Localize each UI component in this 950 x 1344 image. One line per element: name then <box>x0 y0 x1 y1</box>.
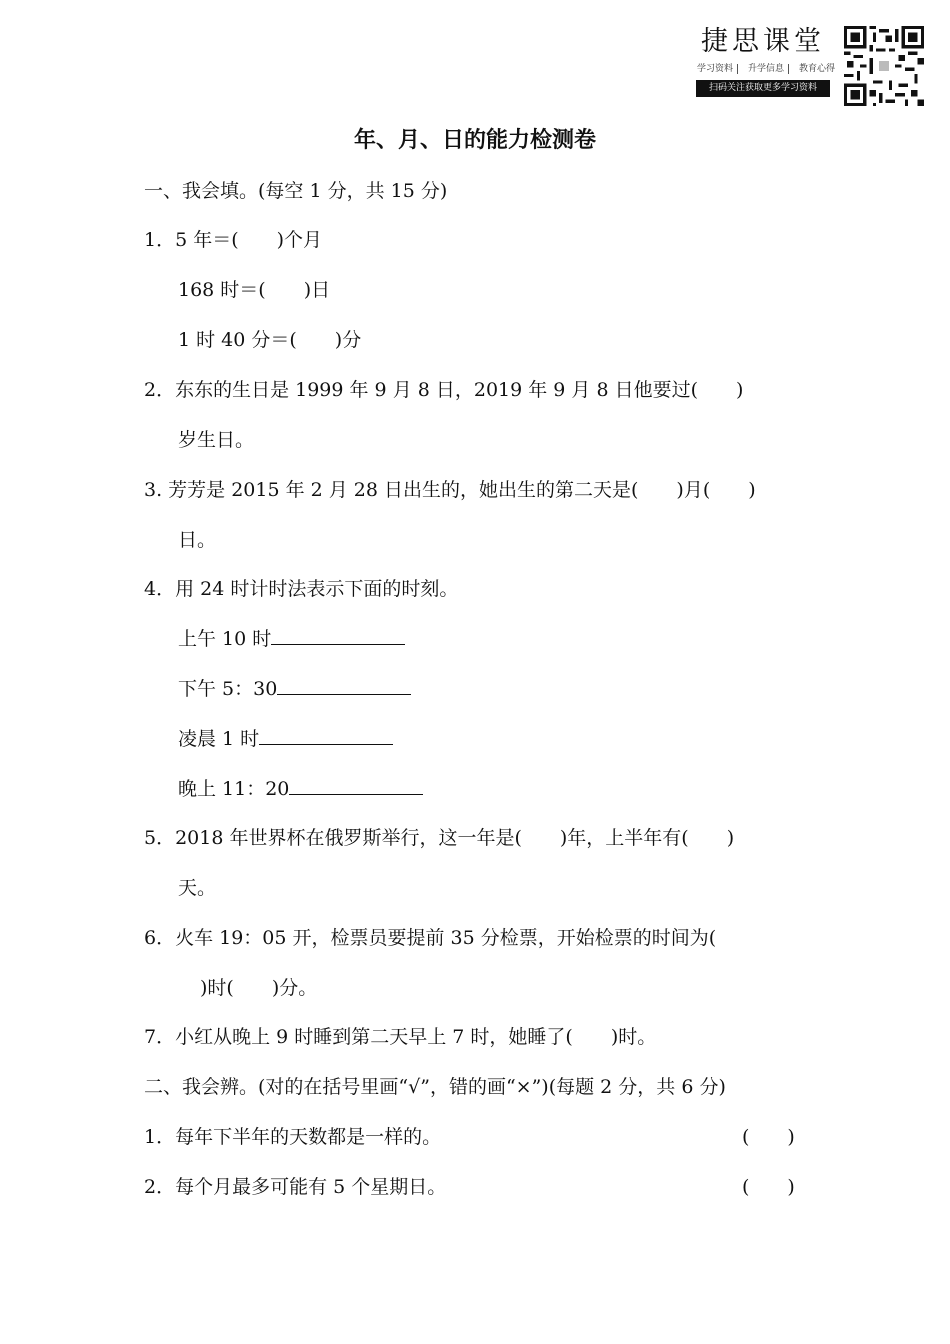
brand-name: 捷思课堂 <box>701 26 825 57</box>
time-item-label: 晚上 11：20 <box>178 778 290 800</box>
question-3: 3. 芳芳是 2015 年 2 月 28 日出生的，她出生的第二天是( )月( ) <box>144 479 756 501</box>
section-heading: 二、我会辨。(对的在括号里画“√”，错的画“×”)(每题 2 分，共 6 分) <box>144 1076 726 1098</box>
brand-tags <box>694 61 836 74</box>
brand-tag: 教育心得 <box>799 64 836 74</box>
question-1-c: 1 时 40 分＝( )分 <box>178 329 362 351</box>
judge-item: 1．每年下半年的天数都是一样的。 <box>144 1126 442 1148</box>
answer-bracket[interactable]: ( ) <box>742 1176 795 1198</box>
time-item <box>178 776 423 802</box>
question-4: 4．用 24 时计时法表示下面的时刻。 <box>144 578 459 600</box>
question-2-cont: 岁生日。 <box>178 429 255 451</box>
section-heading: 一、我会填。(每空 1 分，共 15 分) <box>144 180 448 202</box>
time-item-label: 下午 5：30 <box>178 678 278 700</box>
question-6: 6．火车 19：05 开，检票员要提前 35 分检票，开始检票的时间为( <box>144 927 717 949</box>
question-1-b: 168 时＝( )日 <box>178 279 331 301</box>
judge-item: 2．每个月最多可能有 5 个星期日。 <box>144 1176 447 1198</box>
answer-blank[interactable] <box>271 626 405 645</box>
question-1: 1．5 年＝( )个月 <box>144 229 323 251</box>
question-5-cont: 天。 <box>178 877 217 899</box>
brand-cta: 扫码关注获取更多学习资料 <box>696 80 830 97</box>
answer-bracket[interactable]: ( ) <box>742 1126 795 1148</box>
question-5: 5．2018 年世界杯在俄罗斯举行，这一年是( )年，上半年有( ) <box>144 827 735 849</box>
page-title: 年、月、日的能力检测卷 <box>353 128 596 153</box>
time-item-label: 凌晨 1 时 <box>178 728 260 750</box>
brand-tag: 学习资料 <box>697 64 734 74</box>
time-item <box>178 676 411 702</box>
answer-blank[interactable] <box>289 776 423 795</box>
time-item <box>178 726 393 752</box>
time-item <box>178 626 405 652</box>
answer-blank[interactable] <box>277 676 411 695</box>
question-6-cont: )时( )分。 <box>200 977 318 999</box>
question-2: 2．东东的生日是 1999 年 9 月 8 日，2019 年 9 月 8 日他要过( ) <box>144 379 744 401</box>
time-item-label: 上午 10 时 <box>178 628 272 650</box>
qr-code-icon <box>844 26 924 106</box>
brand-tag: 升学信息 <box>748 64 785 74</box>
answer-blank[interactable] <box>259 726 393 745</box>
brand-logo <box>694 26 836 97</box>
question-3-cont: 日。 <box>178 529 217 551</box>
question-7: 7．小红从晚上 9 时睡到第二天早上 7 时，她睡了( )时。 <box>144 1026 657 1048</box>
